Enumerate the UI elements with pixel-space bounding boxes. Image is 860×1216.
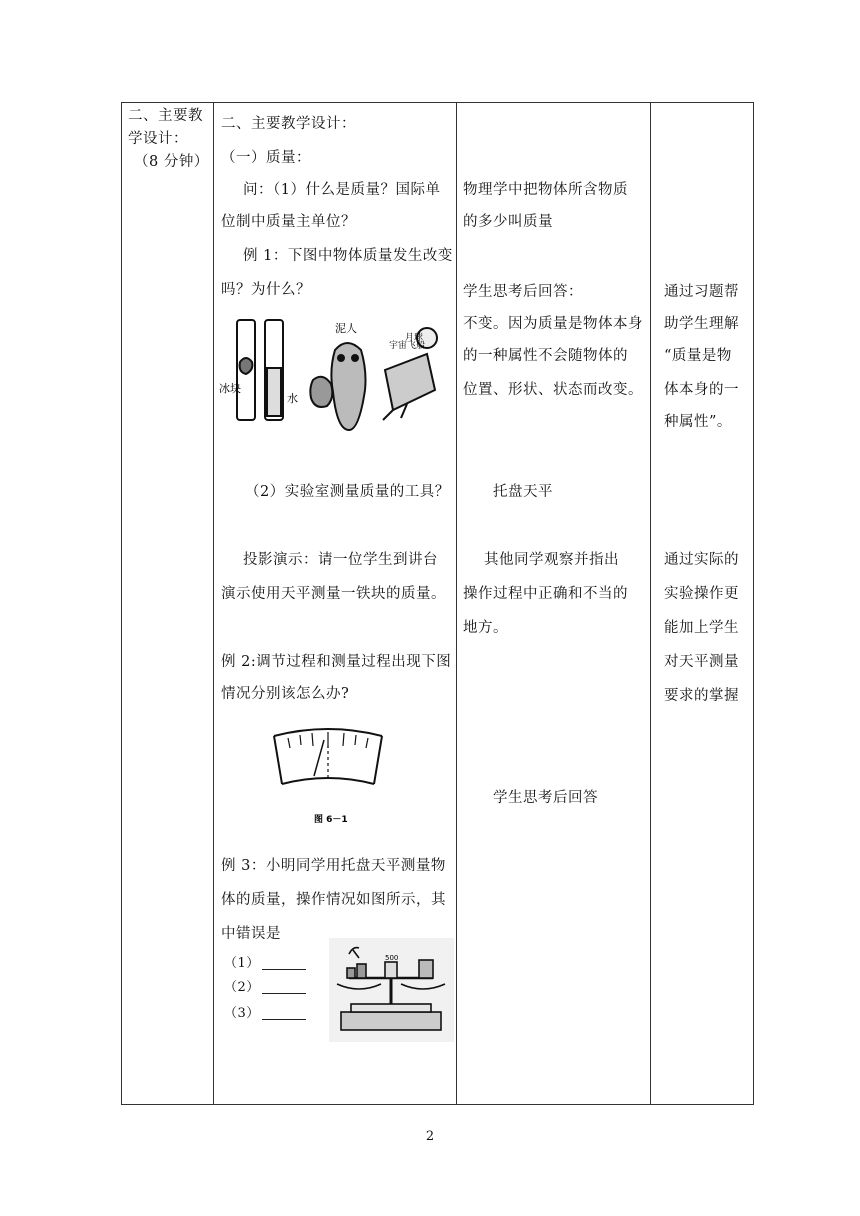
- student-answer: 物理学中把物体所含物质: [463, 182, 628, 198]
- figure-label-spaceship: 宇宙飞船: [389, 341, 426, 351]
- design-rationale: 要求的掌握: [664, 688, 739, 704]
- demo-instruction: 演示使用天平测量一铁块的质量。: [221, 586, 446, 602]
- section-heading: 二、主要教学设计：: [221, 116, 356, 132]
- design-rationale: 对天平测量: [664, 654, 739, 670]
- student-answer: 的多少叫质量: [463, 214, 553, 230]
- balance-scale-pointer-figure: [268, 726, 388, 826]
- figure-label-water: 水: [287, 392, 298, 405]
- design-rationale: “质量是物: [664, 348, 732, 364]
- student-answer: 托盘天平: [493, 484, 553, 500]
- mass-examples-figure: [217, 310, 442, 440]
- student-answer: 不变。因为质量是物体本身: [463, 316, 643, 332]
- question-2: （2）实验室测量质量的工具？: [245, 484, 450, 500]
- design-rationale: 通过习题帮: [664, 284, 739, 300]
- column-divider: [650, 103, 651, 1104]
- example-2: 情况分别该怎么办?: [221, 686, 350, 702]
- page-number: 2: [425, 1129, 435, 1144]
- figure-label-moon: 月球: [405, 333, 424, 343]
- student-activity: 其他同学观察并指出: [484, 552, 619, 568]
- example-2: 例 2:调节过程和测量过程出现下图: [221, 654, 452, 670]
- design-rationale: 实验操作更: [664, 586, 739, 602]
- question-1: 位制中质量主单位？: [221, 214, 356, 230]
- example-3: 体的质量，操作情况如图所示，其: [221, 892, 446, 908]
- example-1: 吗？为什么？: [221, 282, 311, 298]
- answer-blank: （1）: [224, 954, 306, 974]
- figure-label: 500: [385, 954, 399, 962]
- example-3: 中错误是: [221, 926, 281, 942]
- design-rationale: 通过实际的: [664, 552, 739, 568]
- subsection-heading: （一）质量：: [221, 150, 311, 166]
- design-rationale: 助学生理解: [664, 316, 739, 332]
- figure-label-clay: 泥人: [335, 322, 357, 335]
- design-rationale: 体本身的一: [664, 382, 739, 398]
- design-rationale: 能加上学生: [664, 620, 739, 636]
- figure-caption: 图 6－1: [314, 815, 348, 825]
- example-1: 例 1：下图中物体质量发生改变: [243, 248, 453, 264]
- answer-blank: （2）: [224, 978, 306, 998]
- column-divider: [456, 103, 457, 1104]
- pointer-needle: [314, 740, 324, 776]
- student-answer: 学生思考后回答: [493, 790, 598, 806]
- stage-duration: （8 分钟）: [134, 154, 209, 170]
- student-activity: 地方。: [463, 620, 508, 636]
- figure-label-ice: 冰块: [219, 382, 241, 395]
- design-rationale: 种属性”。: [664, 414, 732, 430]
- tray-balance-figure: [329, 938, 454, 1042]
- column-divider: [213, 103, 214, 1104]
- student-answer: 位置、形状、状态而改变。: [463, 382, 643, 398]
- student-activity: 操作过程中正确和不当的: [463, 586, 628, 602]
- demo-instruction: 投影演示：请一位学生到讲台: [243, 552, 438, 568]
- question-1: 问：（1）什么是质量？国际单: [243, 182, 441, 198]
- answer-blank: （3）: [224, 1004, 306, 1024]
- stage-label: 学设计：: [128, 131, 188, 147]
- stage-label: 二、主要教: [128, 108, 203, 124]
- student-answer: 的一种属性不会随物体的: [463, 348, 628, 364]
- student-answer: 学生思考后回答：: [463, 284, 583, 300]
- example-3: 例 3：小明同学用托盘天平测量物: [221, 858, 446, 874]
